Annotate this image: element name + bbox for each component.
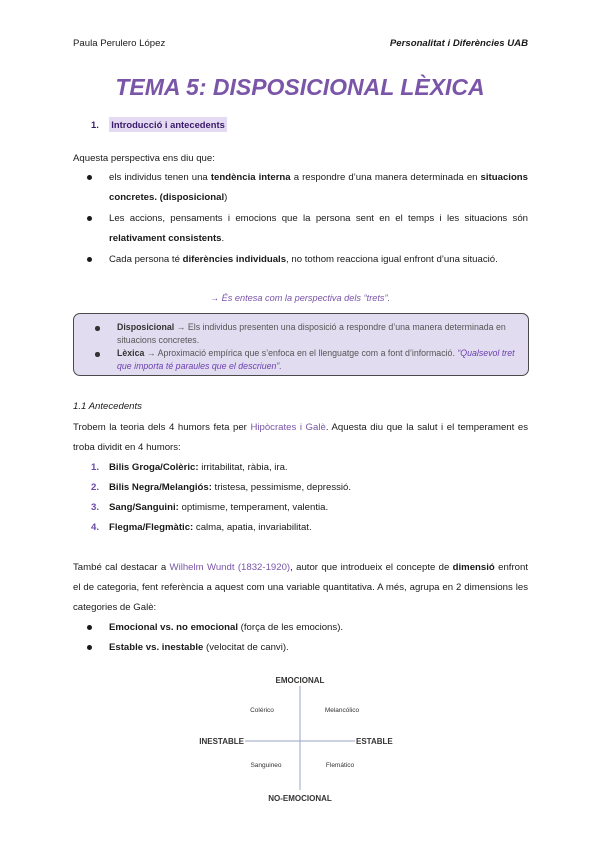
section-number: 1.: [91, 119, 99, 130]
bold-text: Estable vs. inestable: [109, 642, 204, 653]
bold-text: Disposicional: [117, 322, 175, 332]
header-author: Paula Perulero López: [73, 38, 166, 49]
text-run: (velocitat de canvi).: [203, 642, 289, 653]
text-run: ): [224, 192, 228, 203]
text-run: → Aproximació empírica que s’enfoca en el llenguatge com a font d’informació.: [144, 348, 458, 358]
bullet-icon: [87, 216, 92, 221]
text-run: irritabilitat, ràbia, ira.: [198, 462, 288, 473]
axis-label-left: INESTABLE: [199, 737, 244, 746]
list-item: [73, 518, 351, 538]
list-item: [73, 638, 343, 658]
text-run: , no tothom reacciona igual enfront d’una situació.: [286, 254, 498, 265]
text-run: a respondre d’una manera determinada en: [290, 172, 481, 183]
list-number: 4.: [91, 522, 100, 533]
author-reference: Wilhelm Wundt (1832-1920): [169, 562, 291, 573]
text-run: Trobem la teoria dels 4 humors feta per: [73, 422, 251, 433]
quote-text: “Qualsevol tret que importa té paraules que el descriuen”.: [117, 348, 515, 371]
intro-bullet-list: [73, 168, 528, 271]
text-run: → Els individus presenten una disposició a respondre d’una manera determinada en situacions concretes.: [117, 322, 506, 345]
list-item: [73, 458, 351, 478]
text-run: També cal destacar a: [73, 562, 170, 573]
bullet-icon: [87, 645, 92, 650]
traits-perspective-note: → És entesa com la perspectiva dels “trets”.: [209, 293, 391, 303]
text-run: (força de les emocions).: [238, 622, 344, 633]
bold-text: Bilis Groga/Colèric:: [109, 462, 199, 473]
bold-text: Sang/Sanguini:: [109, 502, 179, 513]
text-run: tristesa, pessimisme, depressió.: [211, 482, 352, 493]
text-run: , autor que introdueix el concepte de: [290, 562, 453, 573]
subsection-heading: 1.1 Antecedents: [73, 401, 142, 412]
bold-text: dimensió: [452, 562, 495, 573]
bold-text: Flegma/Flegmàtic:: [109, 522, 194, 533]
section-heading: [91, 119, 227, 130]
bold-text: diferències individuals: [182, 254, 287, 265]
text-run: .: [221, 233, 225, 244]
bullet-icon: [87, 175, 92, 180]
author-reference: Hipòcrates i Galè: [250, 422, 326, 433]
bold-text: Lèxica: [117, 348, 145, 358]
bullet-icon: [95, 326, 100, 331]
axis-label-bottom: NO-EMOCIONAL: [268, 794, 332, 803]
quadrant-label: Sanguineo: [250, 762, 282, 769]
axis-label-right: ESTABLE: [356, 737, 393, 746]
text-run: Cada persona té: [109, 254, 183, 265]
bold-text: situacions concretes. (disposicional: [109, 172, 528, 203]
text-run: . Aquesta diu que la salut i el temperament es troba dividit en 4 humors:: [73, 422, 528, 453]
text-run: Les accions, pensaments i emocions que la persona sent en el temps i les situacions són: [109, 213, 528, 224]
text-run: optimisme, temperament, valentia.: [178, 502, 329, 513]
list-item: [73, 498, 351, 518]
bold-text: Emocional vs. no emocional: [109, 622, 239, 633]
definition-box: [73, 313, 529, 376]
bullet-icon: [87, 257, 92, 262]
quadrant-label: Colérico: [250, 707, 274, 714]
antecedents-paragraph: [73, 418, 528, 458]
list-number: 1.: [91, 462, 100, 473]
dimensions-list: [73, 618, 343, 658]
wundt-paragraph: [73, 558, 528, 618]
header-course: Personalitat i Diferències UAB: [389, 38, 528, 49]
humors-list: [73, 458, 351, 538]
list-item: [74, 321, 518, 347]
temperament-diagram: [190, 672, 410, 807]
bold-text: tendència interna: [210, 172, 291, 183]
temperament-diagram-svg: [190, 672, 410, 807]
section-title: Introducció i antecedents: [111, 119, 225, 130]
list-item: [73, 250, 528, 270]
bold-text: relativament consistents: [109, 233, 222, 244]
quadrant-label: Melancólico: [324, 707, 360, 714]
bullet-icon: [95, 352, 100, 357]
list-item: [73, 168, 528, 208]
list-number: 2.: [91, 482, 100, 493]
text-run: calma, apatia, invariabilitat.: [193, 522, 312, 533]
list-item: [73, 618, 343, 638]
intro-paragraph: Aquesta perspectiva ens diu que:: [73, 153, 215, 164]
list-item: [73, 209, 528, 249]
list-number: 3.: [91, 502, 100, 513]
page-title: TEMA 5: DISPOSICIONAL LÈXICA: [115, 74, 485, 100]
axis-label-top: EMOCIONAL: [275, 676, 325, 685]
quadrant-label: Flemático: [325, 762, 355, 769]
text-run: enfront el de categoria, fent referència a aquest com una variable quantitativa. A més, agrupa en 2 dimensions les categories de Galè:: [73, 562, 528, 613]
bullet-icon: [87, 625, 92, 630]
list-item: [73, 478, 351, 498]
text-run: els individus tenen una: [109, 172, 211, 183]
bold-text: Bilis Negra/Melangiós:: [109, 482, 212, 493]
list-item: [74, 347, 518, 373]
